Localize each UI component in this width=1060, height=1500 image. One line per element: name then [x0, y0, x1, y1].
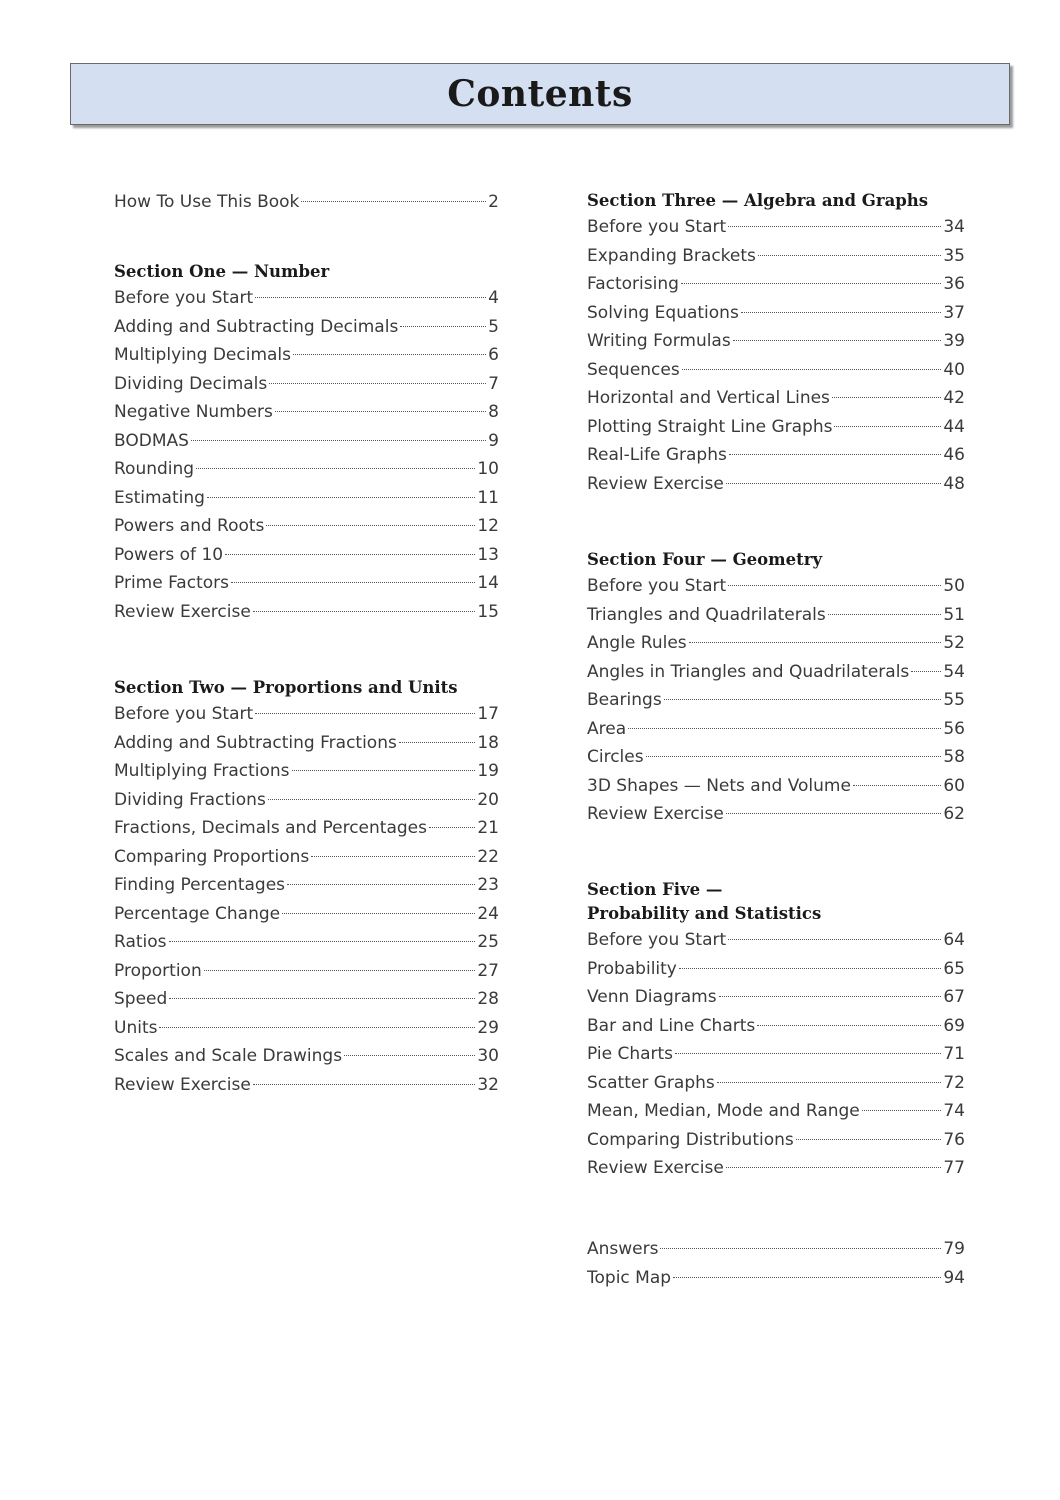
toc-entry[interactable] [587, 629, 965, 658]
section-heading: Section Three — Algebra and Graphs [587, 191, 929, 210]
toc-entry-label: Review Exercise [587, 1158, 724, 1178]
toc-entry-label: BODMAS [114, 430, 189, 451]
toc-entry-page: 2 [488, 192, 499, 212]
toc-entry-label: Circles [587, 747, 644, 767]
dot-leader [911, 671, 941, 672]
dot-leader [834, 426, 941, 427]
toc-entry[interactable] [114, 541, 499, 570]
appendix [587, 1235, 965, 1292]
toc-entry[interactable] [587, 441, 965, 470]
section-entries [114, 700, 499, 1099]
toc-entry-label: How To Use This Book [114, 192, 300, 212]
toc-entry[interactable] [587, 1069, 965, 1098]
left-column [114, 188, 499, 217]
toc-entry-label: Bearings [587, 690, 662, 710]
dot-leader [682, 369, 942, 370]
section-one [114, 260, 499, 626]
dot-leader [292, 770, 476, 771]
toc-entry-page: 8 [488, 402, 499, 422]
dot-leader [675, 1053, 941, 1054]
toc-entry-label: Before you Start [587, 576, 727, 596]
toc-entry-label: Review Exercise [114, 601, 251, 622]
toc-entry-page: 4 [488, 288, 499, 308]
dot-leader [664, 699, 942, 700]
section-heading: Section Two — Proportions and Units [114, 678, 458, 697]
toc-entry-page: 28 [477, 989, 499, 1009]
toc-entry[interactable] [587, 213, 965, 242]
toc-entry[interactable] [587, 926, 965, 955]
toc-entry-page: 39 [943, 331, 965, 351]
toc-entry-label: Multiplying Decimals [114, 345, 291, 365]
toc-entry[interactable] [114, 843, 499, 872]
dot-leader [169, 998, 475, 999]
toc-entry-page: 50 [943, 576, 965, 596]
toc-entry[interactable] [114, 427, 499, 456]
toc-entry[interactable] [114, 398, 499, 427]
toc-entry-label: Proportion [114, 960, 202, 981]
dot-leader [796, 1139, 942, 1140]
toc-entry-label: Sequences [587, 359, 680, 380]
dot-leader [728, 226, 941, 227]
toc-entry-page: 34 [943, 217, 965, 237]
toc-entry-page: 48 [943, 473, 965, 494]
toc-entry[interactable] [587, 715, 965, 744]
toc-entry-label: Probability [587, 958, 677, 979]
toc-entry[interactable] [587, 1264, 965, 1293]
toc-entry[interactable] [587, 1154, 965, 1183]
toc-entry[interactable] [114, 814, 499, 843]
dot-leader [301, 201, 486, 202]
toc-entry-page: 12 [477, 516, 499, 536]
toc-entry[interactable] [587, 800, 965, 829]
toc-entry-page: 46 [943, 445, 965, 465]
section-three [587, 189, 965, 498]
toc-entry[interactable] [114, 957, 499, 986]
dot-leader [862, 1110, 942, 1111]
dot-leader [828, 614, 942, 615]
toc-entry-label: Venn Diagrams [587, 987, 717, 1007]
toc-entry-page: 54 [943, 661, 965, 682]
toc-entry-label: Percentage Change [114, 903, 281, 924]
toc-entry[interactable] [587, 743, 965, 772]
dot-leader [832, 397, 941, 398]
toc-entry[interactable] [587, 686, 965, 715]
dot-leader [311, 856, 475, 857]
dot-leader [726, 483, 942, 484]
toc-entry-label: Estimating [114, 487, 205, 508]
toc-entry-label: Fractions, Decimals and Percentages [114, 818, 427, 838]
toc-entry[interactable] [114, 757, 499, 786]
toc-entry-label: Scatter Graphs [587, 1072, 715, 1093]
toc-entry-label: Answers [587, 1239, 659, 1259]
toc-entry-label: Comparing Proportions [114, 846, 310, 867]
toc-entry[interactable] [587, 384, 965, 413]
toc-entry[interactable] [114, 985, 499, 1014]
toc-entry-label: Finding Percentages [114, 875, 286, 895]
section-heading: Section Four — Geometry [587, 550, 823, 569]
toc-entry-label: Writing Formulas [587, 331, 731, 351]
toc-entry-label: Before you Start [587, 930, 727, 950]
toc-entry-label: Mean, Median, Mode and Range [587, 1101, 860, 1121]
toc-entry-label: Dividing Decimals [114, 373, 268, 394]
dot-leader [719, 996, 942, 997]
toc-entry-label: Dividing Fractions [114, 789, 266, 810]
toc-entry[interactable] [114, 1071, 499, 1100]
toc-entry-page: 5 [488, 316, 499, 337]
toc-entry[interactable] [114, 512, 499, 541]
dot-leader [204, 970, 476, 971]
toc-entry-label: Powers of 10 [114, 544, 224, 565]
toc-entry[interactable] [587, 658, 965, 687]
toc-entry-page: 18 [477, 732, 499, 753]
toc-entry-page: 79 [943, 1239, 965, 1259]
dot-leader [399, 742, 476, 743]
toc-entry[interactable] [587, 327, 965, 356]
toc-entry-label: Comparing Distributions [587, 1129, 794, 1150]
toc-entry-label: Rounding [114, 459, 195, 479]
toc-entry-label: Speed [114, 989, 168, 1009]
toc-entry-page: 27 [477, 960, 499, 981]
toc-entry-page: 14 [477, 573, 499, 593]
dot-leader [269, 383, 486, 384]
toc-entry-page: 22 [477, 846, 499, 867]
toc-entry-page: 67 [943, 987, 965, 1007]
section-five [587, 878, 965, 1183]
toc-entry[interactable] [587, 983, 965, 1012]
dot-leader [733, 340, 942, 341]
toc-entry-label: Review Exercise [587, 804, 724, 824]
toc-entry-label: Factorising [587, 274, 679, 294]
section-heading: Section One — Number [114, 262, 330, 281]
toc-entry-label: Topic Map [587, 1267, 672, 1288]
toc-entry[interactable] [114, 1014, 499, 1043]
toc-entry-label: Pie Charts [587, 1044, 674, 1064]
dot-leader [681, 283, 941, 284]
toc-entry[interactable] [114, 569, 499, 598]
toc-entry-label: Expanding Brackets [587, 245, 756, 266]
page-title: Contents [447, 73, 633, 115]
dot-leader [282, 913, 475, 914]
dot-leader [255, 297, 486, 298]
section-entries [587, 926, 965, 1183]
toc-entry-page: 23 [477, 875, 499, 895]
dot-leader [646, 756, 942, 757]
section-heading: Section Five — Probability and Statistics [587, 880, 822, 923]
dot-leader [726, 813, 942, 814]
toc-entry-page: 32 [477, 1074, 499, 1095]
toc-entry[interactable] [587, 1040, 965, 1069]
dot-leader [159, 1027, 475, 1028]
toc-entry-page: 44 [943, 416, 965, 437]
toc-entry-page: 65 [943, 958, 965, 979]
toc-entry-label: Bar and Line Charts [587, 1015, 756, 1036]
section-entries [587, 213, 965, 498]
toc-entry[interactable] [587, 601, 965, 630]
toc-entry-page: 71 [943, 1044, 965, 1064]
toc-entry-label: Area [587, 718, 627, 739]
section-entries [587, 572, 965, 829]
toc-entry-page: 29 [477, 1017, 499, 1038]
toc-entry-page: 60 [943, 775, 965, 796]
toc-entry-page: 76 [943, 1129, 965, 1150]
toc-entry-page: 30 [477, 1046, 499, 1066]
toc-entry[interactable] [114, 729, 499, 758]
dot-leader [293, 354, 486, 355]
toc-entry-page: 7 [488, 373, 499, 394]
toc-entry[interactable] [587, 955, 965, 984]
toc-entry[interactable] [114, 455, 499, 484]
toc-entry[interactable] [114, 188, 499, 217]
toc-entry[interactable] [587, 572, 965, 601]
toc-entry[interactable] [114, 370, 499, 399]
toc-entry-label: Adding and Subtracting Decimals [114, 316, 399, 337]
toc-entry-label: Review Exercise [587, 473, 724, 494]
toc-entry-page: 52 [943, 633, 965, 653]
toc-entry-page: 69 [943, 1015, 965, 1036]
toc-entry-label: Ratios [114, 932, 167, 952]
dot-leader [679, 968, 941, 969]
toc-entry-page: 74 [943, 1101, 965, 1121]
toc-entry[interactable] [587, 772, 965, 801]
toc-entry-page: 35 [943, 245, 965, 266]
toc-entry-label: Powers and Roots [114, 516, 265, 536]
toc-entry-page: 10 [477, 459, 499, 479]
dot-leader [207, 497, 475, 498]
dot-leader [400, 326, 486, 327]
toc-entry[interactable] [587, 270, 965, 299]
toc-entry-page: 77 [943, 1158, 965, 1178]
dot-leader [231, 582, 475, 583]
toc-entry-page: 20 [477, 789, 499, 810]
toc-entry[interactable] [114, 484, 499, 513]
dot-leader [728, 939, 941, 940]
toc-entry-page: 6 [488, 345, 499, 365]
toc-entry-page: 42 [943, 388, 965, 408]
toc-entry-label: Prime Factors [114, 573, 229, 593]
toc-entry[interactable] [114, 313, 499, 342]
dot-leader [741, 312, 942, 313]
dot-leader [196, 468, 475, 469]
toc-entry-page: 36 [943, 274, 965, 294]
toc-entry-label: Adding and Subtracting Fractions [114, 732, 397, 753]
toc-entry-label: Units [114, 1017, 158, 1038]
dot-leader [758, 255, 941, 256]
toc-entry-label: Horizontal and Vertical Lines [587, 388, 830, 408]
toc-entry-page: 13 [477, 544, 499, 565]
toc-entry[interactable] [587, 1097, 965, 1126]
toc-entry[interactable] [587, 242, 965, 271]
toc-entry-page: 17 [477, 704, 499, 724]
toc-entry-label: Before you Start [114, 704, 254, 724]
toc-entry[interactable] [114, 1042, 499, 1071]
toc-entry[interactable] [587, 299, 965, 328]
toc-entry-page: 72 [943, 1072, 965, 1093]
dot-leader [660, 1248, 941, 1249]
section-entries [114, 284, 499, 626]
toc-entry[interactable] [587, 413, 965, 442]
toc-entry[interactable] [114, 786, 499, 815]
toc-entry-page: 40 [943, 359, 965, 380]
toc-entry[interactable] [114, 598, 499, 627]
toc-entry-label: Before you Start [587, 217, 727, 237]
dot-leader [717, 1082, 942, 1083]
toc-entry-page: 64 [943, 930, 965, 950]
toc-entry-page: 55 [943, 690, 965, 710]
toc-entry-page: 25 [477, 932, 499, 952]
toc-entry-page: 11 [477, 487, 499, 508]
toc-entry[interactable] [587, 1235, 965, 1264]
toc-entry-label: Angle Rules [587, 633, 687, 653]
dot-leader [726, 1167, 942, 1168]
dot-leader [266, 525, 475, 526]
dot-leader [853, 785, 941, 786]
section-two [114, 676, 499, 1099]
toc-entry[interactable] [114, 900, 499, 929]
toc-entry-page: 9 [488, 430, 499, 451]
toc-entry-label: Review Exercise [114, 1074, 251, 1095]
toc-entry-page: 15 [477, 601, 499, 622]
toc-entry-label: Angles in Triangles and Quadrilaterals [587, 661, 910, 682]
dot-leader [728, 585, 941, 586]
dot-leader [287, 884, 475, 885]
toc-entry-page: 37 [943, 302, 965, 323]
toc-entry-page: 19 [477, 761, 499, 781]
dot-leader [757, 1025, 941, 1026]
dot-leader [255, 713, 475, 714]
toc-entry-label: Plotting Straight Line Graphs [587, 416, 833, 437]
toc-entry[interactable] [114, 928, 499, 957]
toc-entry-label: Real-Life Graphs [587, 445, 727, 465]
toc-entry-page: 58 [943, 747, 965, 767]
appendix-entries [587, 1235, 965, 1292]
dot-leader [225, 554, 475, 555]
toc-entry-page: 51 [943, 604, 965, 625]
toc-entry[interactable] [587, 356, 965, 385]
dot-leader [253, 1084, 476, 1085]
toc-entry[interactable] [114, 284, 499, 313]
section-four [587, 548, 965, 829]
toc-entry-label: Multiplying Fractions [114, 761, 290, 781]
toc-entry-label: Before you Start [114, 288, 254, 308]
toc-entry-page: 24 [477, 903, 499, 924]
toc-entry[interactable] [114, 700, 499, 729]
dot-leader [268, 799, 476, 800]
contents-title-banner [70, 63, 1010, 125]
toc-entry-page: 62 [943, 804, 965, 824]
toc-entry-page: 94 [943, 1267, 965, 1288]
toc-entry[interactable] [587, 1012, 965, 1041]
toc-entry-label: 3D Shapes — Nets and Volume [587, 775, 851, 796]
dot-leader [344, 1055, 475, 1056]
toc-entry[interactable] [114, 871, 499, 900]
toc-entry[interactable] [587, 470, 965, 499]
dot-leader [191, 440, 486, 441]
dot-leader [275, 411, 486, 412]
toc-entry-label: Negative Numbers [114, 402, 273, 422]
dot-leader [689, 642, 942, 643]
toc-entry[interactable] [587, 1126, 965, 1155]
dot-leader [729, 454, 942, 455]
toc-entry-page: 56 [943, 718, 965, 739]
toc-entry[interactable] [114, 341, 499, 370]
toc-entry-label: Scales and Scale Drawings [114, 1046, 343, 1066]
dot-leader [673, 1277, 941, 1278]
toc-entry-label: Triangles and Quadrilaterals [587, 604, 826, 625]
dot-leader [253, 611, 476, 612]
dot-leader [169, 941, 476, 942]
dot-leader [628, 728, 941, 729]
toc-entry-page: 21 [477, 818, 499, 838]
dot-leader [429, 827, 475, 828]
toc-entry-label: Solving Equations [587, 302, 739, 323]
